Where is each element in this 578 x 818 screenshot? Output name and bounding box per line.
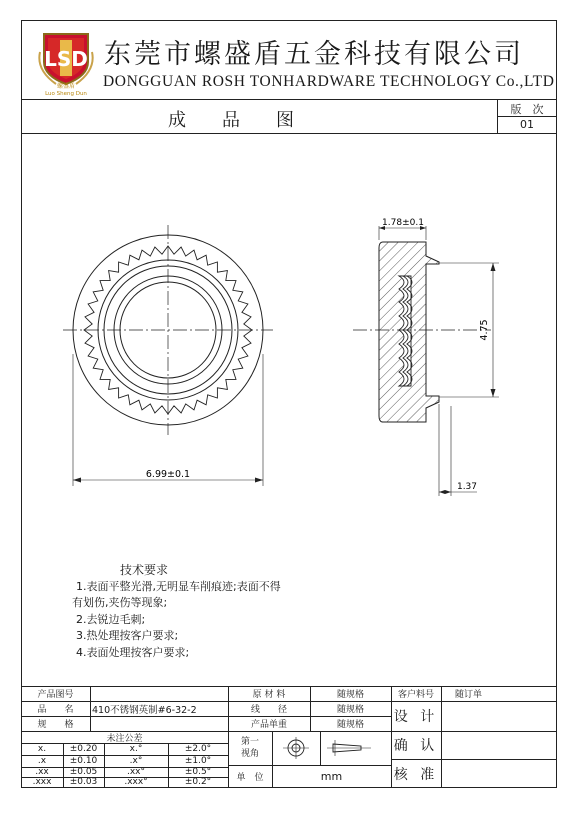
tolerance-value: ±0.03	[69, 777, 98, 787]
weight-label: 产品单重	[250, 720, 287, 730]
angle-label: 第一 视角	[240, 737, 259, 759]
note-line-5: 4.表面处理按客户要求;	[76, 645, 190, 659]
dim-head-label: 1.78±0.1	[382, 218, 424, 228]
confirm-label: 确 认	[393, 738, 439, 754]
header-divider	[21, 99, 557, 100]
product-no-label: 产品图号	[37, 690, 74, 700]
unit-label: 单 位	[236, 773, 264, 783]
dim-shank-label: 1.37	[456, 482, 478, 492]
wire-label: 线 径	[250, 705, 287, 715]
technical-drawing	[21, 134, 557, 554]
tolerance-angle-value: ±2.0°	[184, 744, 212, 754]
tolerance-title: 未注公差	[106, 733, 143, 744]
spec-label: 规 格	[37, 720, 74, 730]
notes-title: 技术要求	[120, 563, 169, 577]
material-value: 随规格	[336, 690, 364, 700]
name-label: 品 名	[37, 705, 74, 715]
tolerance-value: ±0.20	[69, 744, 98, 754]
weight-value: 随规格	[336, 720, 364, 730]
customer-no-value: 随订单	[455, 690, 483, 700]
tolerance-angle-value: ±0.2°	[184, 777, 212, 787]
logo-pinyin: Luo Sheng Dun	[45, 91, 87, 97]
spec-value	[90, 716, 230, 731]
wire-value: 随规格	[336, 705, 364, 715]
tolerance-value: ±0.05	[69, 767, 98, 777]
tolerance-angle-key: .xx°	[126, 767, 145, 777]
note-line-1: 1.表面平整光滑,无明显车削痕迹;表面不得	[76, 579, 281, 593]
svg-text:LSD: LSD	[44, 47, 88, 71]
design-label: 设 计	[393, 709, 439, 725]
unit-value: mm	[320, 770, 343, 783]
tolerance-value: ±0.10	[69, 756, 98, 766]
tolerance-key: .x	[37, 756, 47, 766]
drawing-title: 成 品 图	[168, 110, 294, 131]
tolerance-key: x.	[37, 744, 47, 754]
section-view	[353, 218, 499, 496]
tolerance-key: .xx	[35, 767, 49, 777]
tolerance-angle-value: ±1.0°	[184, 756, 212, 766]
tolerance-angle-key: .x°	[129, 756, 143, 766]
projection-cone-icon	[321, 732, 391, 764]
tolerance-angle-key: x.°	[129, 744, 143, 754]
dim-height-label: 4.75	[479, 319, 490, 341]
company-name-chinese: 东莞市螺盛盾五金科技有限公司	[104, 39, 524, 70]
tolerance-angle-value: ±0.5°	[184, 767, 212, 777]
company-name-english: DONGGUAN ROSH TONHARDWARE TECHNOLOGY Co.,LTD	[103, 73, 555, 90]
projection-circle-icon	[273, 732, 319, 764]
name-value: 410不锈钢英制#6-32-2	[92, 704, 197, 716]
tolerance-angle-key: .xxx°	[124, 777, 148, 787]
note-line-3: 2.去锐边毛刺;	[76, 612, 146, 626]
tolerance-key: .xxx	[32, 777, 52, 787]
note-line-4: 3.热处理按客户要求;	[76, 629, 179, 642]
material-label: 原 材 料	[252, 690, 286, 700]
technical-requirements	[72, 562, 376, 661]
dim-width-label: 6.99±0.1	[145, 469, 191, 480]
version-value: 01	[520, 118, 534, 131]
note-line-2: 有划伤,夹伤等现象;	[72, 596, 168, 609]
product-no-value	[90, 686, 230, 701]
customer-no-label: 客户料号	[397, 690, 434, 700]
approve-label: 核 准	[393, 766, 439, 783]
logo-chinese-name: 螺盛盾	[56, 83, 75, 90]
version-label: 版 次	[510, 103, 544, 116]
front-view	[63, 225, 273, 486]
